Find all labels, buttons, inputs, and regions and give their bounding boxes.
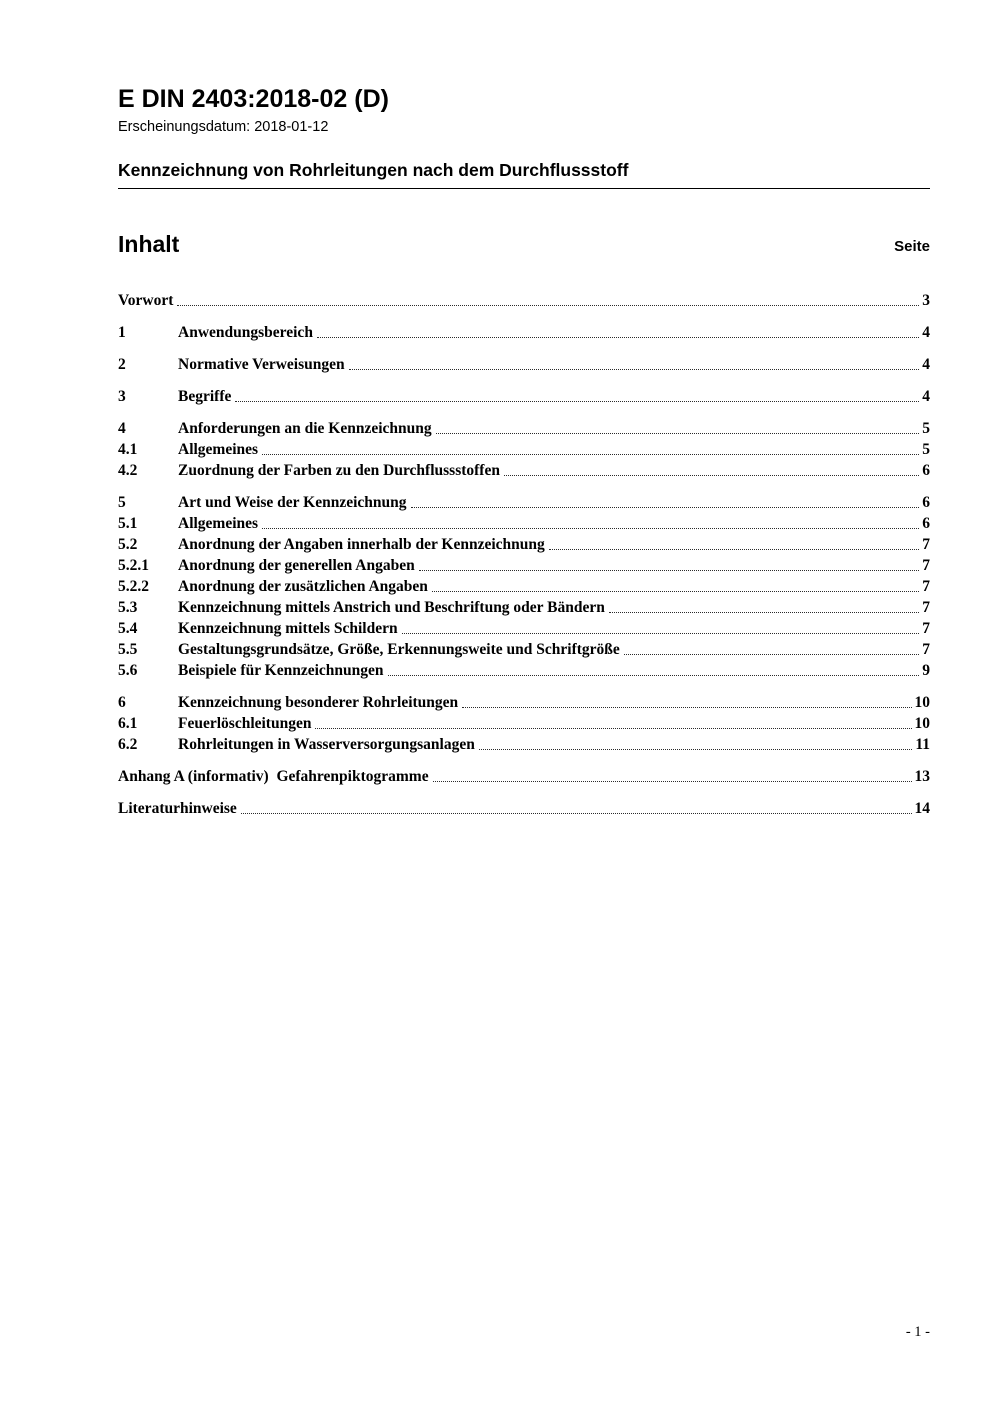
- toc-entry-title: Gestaltungsgrundsätze, Größe, Erkennungsweite und Schriftgröße: [178, 640, 620, 658]
- toc-entry-title: Beispiele für Kennzeichnungen: [178, 661, 384, 679]
- toc-entry-number: 3: [118, 387, 126, 405]
- toc-group: [118, 386, 930, 407]
- toc-entry: [118, 766, 930, 787]
- toc-entry-title: Kennzeichnung besonderer Rohrleitungen: [178, 693, 459, 711]
- toc-entry-number: 5: [118, 493, 126, 511]
- toc-entry-page: 9: [922, 661, 930, 679]
- toc-entry-page: 6: [922, 461, 930, 479]
- toc-entry: [118, 734, 930, 755]
- toc-dotted-leader: [436, 433, 920, 434]
- toc-entry: [118, 618, 930, 639]
- toc-dotted-leader: [609, 612, 919, 613]
- toc-entry-title: Vorwort: [118, 291, 174, 309]
- toc-group: [118, 354, 930, 375]
- toc-entry-page: 6: [922, 493, 930, 511]
- toc-dotted-leader: [419, 570, 920, 571]
- toc-entry-page: 7: [922, 640, 930, 658]
- toc-dotted-leader: [624, 654, 919, 655]
- toc-entry-page: 5: [922, 419, 930, 437]
- toc-entry-number: 6.2: [118, 735, 138, 753]
- toc-entry-number: 4.1: [118, 440, 138, 458]
- toc-entry-title: Anordnung der Angaben innerhalb der Kennzeichnung: [178, 535, 545, 553]
- toc-entry-page: 3: [922, 291, 930, 309]
- toc-group: [118, 798, 930, 819]
- toc-entry-page: 7: [922, 619, 930, 637]
- toc-entry-title: Anordnung der zusätzlichen Angaben: [178, 577, 428, 595]
- toc-entry-page: 7: [922, 535, 930, 553]
- toc-entry-number: 1: [118, 323, 126, 341]
- toc-dotted-leader: [388, 675, 920, 676]
- toc-dotted-leader: [317, 337, 919, 338]
- toc-entry-title: Feuerlöschleitungen: [178, 714, 312, 732]
- toc-entry: [118, 492, 930, 513]
- toc-entry-title: Zuordnung der Farben zu den Durchflussstoffen: [178, 461, 500, 479]
- toc-dotted-leader: [462, 707, 911, 708]
- toc-entry: [118, 322, 930, 343]
- toc-entry-page: 4: [922, 387, 930, 405]
- toc-entry: [118, 354, 930, 375]
- toc-entry-page: 7: [922, 556, 930, 574]
- toc-entry: [118, 386, 930, 407]
- toc-dotted-leader: [411, 507, 920, 508]
- toc-entry-number: 5.4: [118, 619, 138, 637]
- toc-entry-number: 4.2: [118, 461, 138, 479]
- footer-page-number: - 1 -: [905, 1324, 930, 1340]
- toc-entry: [118, 639, 930, 660]
- toc-dotted-leader: [262, 528, 919, 529]
- toc-entry: [118, 555, 930, 576]
- toc-entry-title: Normative Verweisungen: [178, 355, 345, 373]
- toc-dotted-leader: [241, 813, 912, 814]
- toc-entry: [118, 460, 930, 481]
- toc-entry-page: 11: [915, 735, 930, 753]
- toc-entry: [118, 513, 930, 534]
- toc-entry-page: 10: [914, 714, 930, 732]
- toc-dotted-leader: [549, 549, 919, 550]
- toc-dotted-leader: [177, 305, 919, 306]
- toc-entry-number: 5.3: [118, 598, 138, 616]
- toc-entry: [118, 692, 930, 713]
- toc-entry-number: 5.2: [118, 535, 138, 553]
- toc-entry: [118, 534, 930, 555]
- toc-heading: Inhalt: [118, 230, 180, 257]
- toc-group: [118, 290, 930, 311]
- toc-entry-number: 5.6: [118, 661, 138, 679]
- toc-entry-page: 7: [922, 577, 930, 595]
- toc-dotted-leader: [433, 781, 912, 782]
- toc-entry-number: 6: [118, 693, 126, 711]
- toc-header-row: [118, 231, 930, 258]
- page-column-label: Seite: [894, 237, 930, 255]
- document-title: Kennzeichnung von Rohrleitungen nach dem Durchflussstoff: [118, 160, 930, 189]
- toc-group: [118, 322, 930, 343]
- toc-entry-page: 5: [922, 440, 930, 458]
- toc-group: [118, 692, 930, 755]
- toc-entry: [118, 418, 930, 439]
- toc-entry: [118, 660, 930, 681]
- toc-entry: [118, 713, 930, 734]
- toc-entry-title: Allgemeines: [178, 514, 259, 532]
- toc-entry: [118, 290, 930, 311]
- toc-entry-title: Kennzeichnung mittels Schildern: [178, 619, 398, 637]
- toc-entry-title: Allgemeines: [178, 440, 259, 458]
- toc-entry-number: 2: [118, 355, 126, 373]
- toc-entry-title: Literaturhinweise: [118, 799, 237, 817]
- toc-entry-title: Rohrleitungen in Wasserversorgungsanlagen: [178, 735, 475, 753]
- toc-entry-page: 13: [914, 767, 930, 785]
- toc-entry: [118, 597, 930, 618]
- toc-dotted-leader: [504, 475, 919, 476]
- toc-entry: [118, 798, 930, 819]
- toc-entry-page: 7: [922, 598, 930, 616]
- toc-entry-title: Anordnung der generellen Angaben: [178, 556, 415, 574]
- toc-dotted-leader: [315, 728, 911, 729]
- toc-entry-title: Anwendungsbereich: [178, 323, 313, 341]
- document-code: E DIN 2403:2018-02 (D): [118, 85, 389, 113]
- toc-entry-title: Begriffe: [178, 387, 232, 405]
- toc-entry-title: Art und Weise der Kennzeichnung: [178, 493, 407, 511]
- toc-entry-title: Anhang A (informativ) Gefahrenpiktogramme: [118, 767, 429, 785]
- toc-entry-page: 4: [922, 323, 930, 341]
- toc-entry: [118, 439, 930, 460]
- toc-entry-number: 5.2.2: [118, 577, 149, 595]
- toc-dotted-leader: [479, 749, 913, 750]
- toc-entry-number: 5.1: [118, 514, 138, 532]
- toc-entry-number: 5.5: [118, 640, 138, 658]
- toc-entry: [118, 576, 930, 597]
- toc-group: [118, 418, 930, 481]
- toc-entry-title: Kennzeichnung mittels Anstrich und Beschriftung oder Bändern: [178, 598, 605, 616]
- publication-date: Erscheinungsdatum: 2018-01-12: [118, 118, 329, 135]
- toc-dotted-leader: [402, 633, 920, 634]
- toc-dotted-leader: [262, 454, 919, 455]
- toc-dotted-leader: [235, 401, 919, 402]
- toc-entry-page: 4: [922, 355, 930, 373]
- toc-dotted-leader: [432, 591, 919, 592]
- toc-entry-title: Anforderungen an die Kennzeichnung: [178, 419, 432, 437]
- toc-entry-page: 6: [922, 514, 930, 532]
- toc-group: [118, 766, 930, 787]
- toc-dotted-leader: [349, 369, 920, 370]
- toc-entry-number: 4: [118, 419, 126, 437]
- table-of-contents: [118, 290, 930, 819]
- toc-group: [118, 492, 930, 681]
- toc-entry-page: 14: [914, 799, 930, 817]
- toc-entry-page: 10: [914, 693, 930, 711]
- toc-entry-number: 5.2.1: [118, 556, 149, 574]
- toc-entry-number: 6.1: [118, 714, 138, 732]
